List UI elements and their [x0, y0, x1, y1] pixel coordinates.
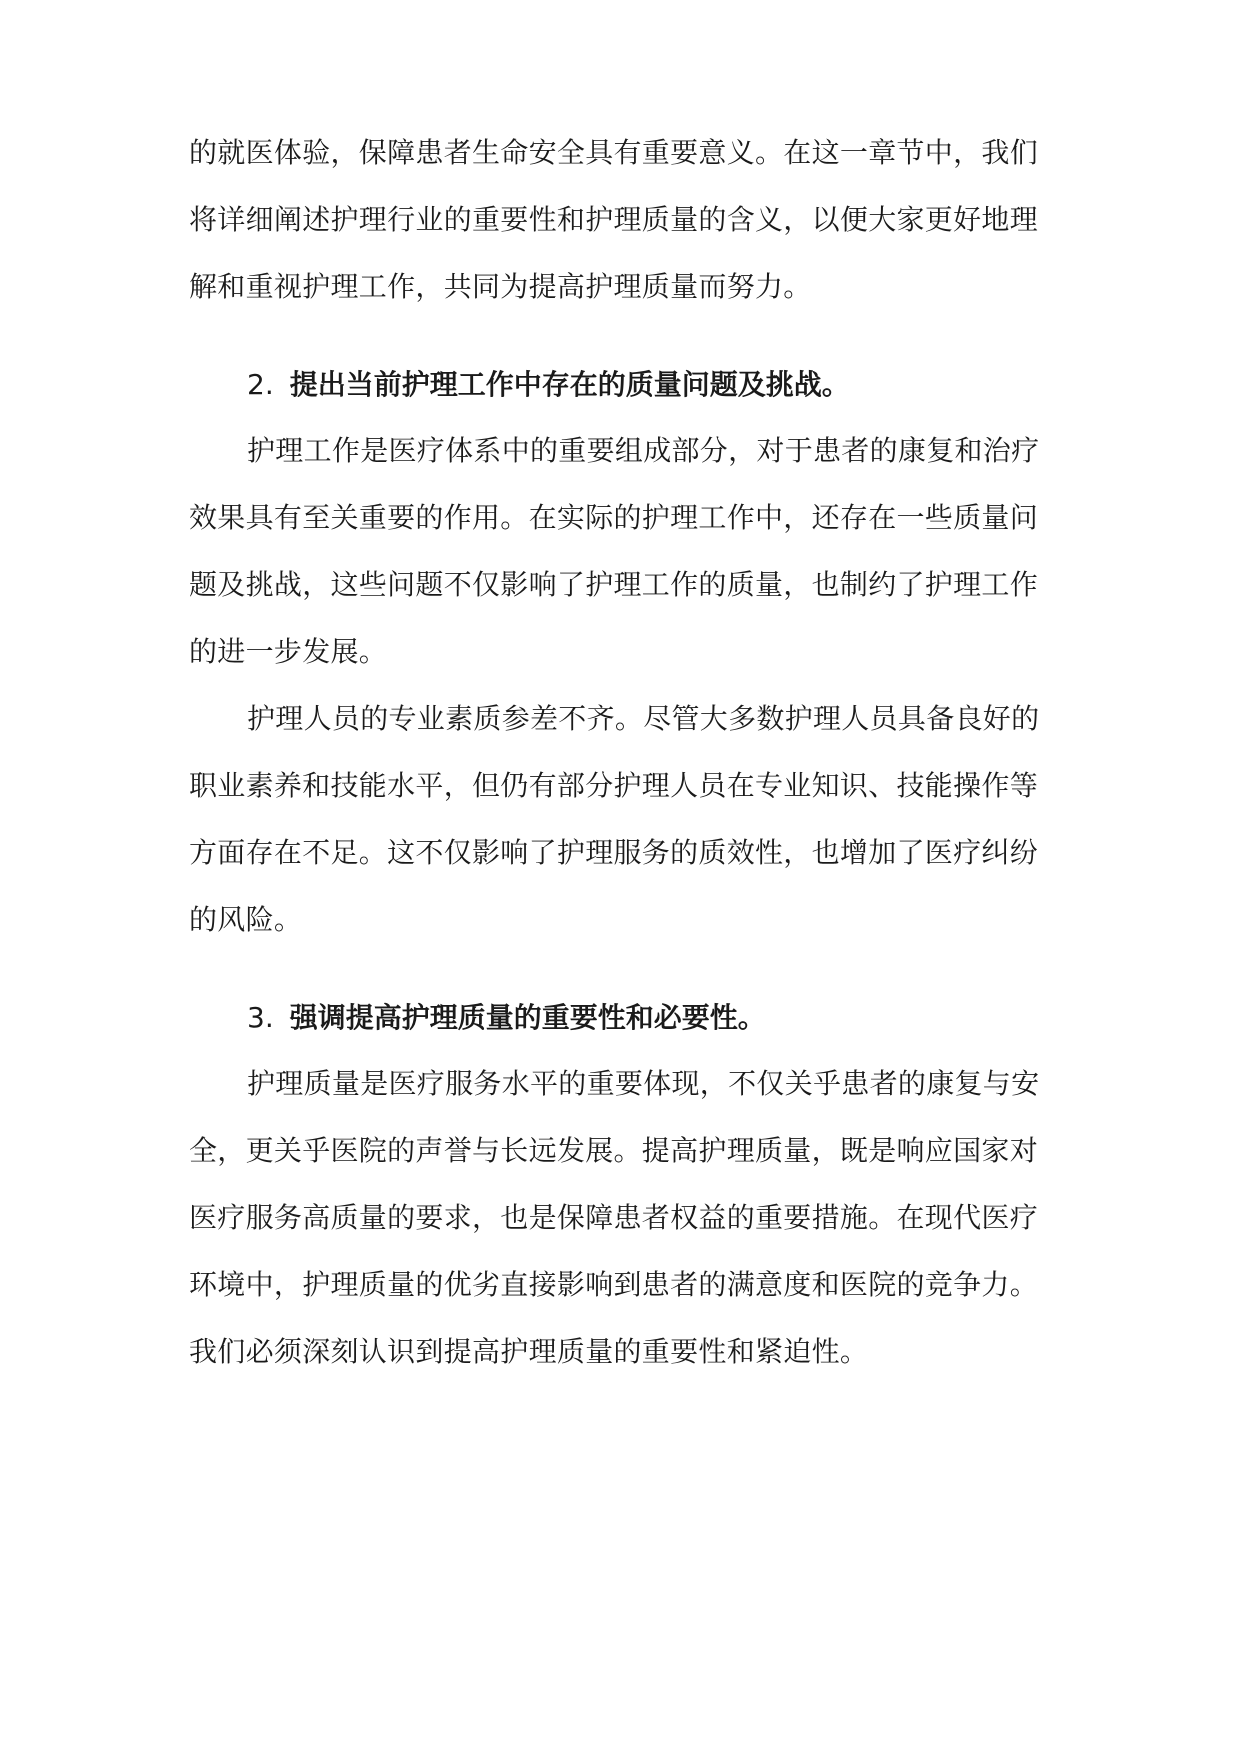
- paragraph-line: 职业素养和技能水平，但仍有部分护理人员在专业知识、技能操作等: [189, 769, 1039, 802]
- section-title: 强调提高护理质量的重要性和必要性。: [289, 1001, 766, 1034]
- paragraph-line: 护理人员的专业素质参差不齐。尽管大多数护理人员具备良好的: [247, 702, 1040, 735]
- paragraph-line: 环境中，护理质量的优劣直接影响到患者的满意度和医院的竞争力。: [189, 1268, 1039, 1301]
- paragraph-line: 将详细阐述护理行业的重要性和护理质量的含义，以便大家更好地理: [189, 203, 1039, 236]
- paragraph-line: 解和重视护理工作，共同为提高护理质量而努力。: [189, 270, 812, 303]
- paragraph-line: 全，更关乎医院的声誉与长远发展。提高护理质量，既是响应国家对: [189, 1134, 1039, 1167]
- paragraph-line: 护理质量是医疗服务水平的重要体现，不仅关乎患者的康复与安: [247, 1067, 1040, 1100]
- section-heading-3: [247, 998, 766, 1038]
- paragraph-line: 的风险。: [189, 903, 303, 936]
- paragraph-line: 的就医体验，保障患者生命安全具有重要意义。在这一章节中，我们: [189, 136, 1039, 169]
- paragraph-line: 护理工作是医疗体系中的重要组成部分，对于患者的康复和治疗: [247, 434, 1040, 467]
- paragraph-line: 效果具有至关重要的作用。在实际的护理工作中，还存在一些质量问: [189, 501, 1039, 534]
- paragraph-line: 题及挑战，这些问题不仅影响了护理工作的质量，也制约了护理工作: [189, 568, 1039, 601]
- paragraph-line: 医疗服务高质量的要求，也是保障患者权益的重要措施。在现代医疗: [189, 1201, 1039, 1234]
- section-heading-2: [247, 365, 850, 405]
- paragraph-line: 我们必须深刻认识到提高护理质量的重要性和紧迫性。: [189, 1335, 869, 1368]
- paragraph-line: 方面存在不足。这不仅影响了护理服务的质效性，也增加了医疗纠纷: [189, 836, 1039, 869]
- paragraph-line: 的进一步发展。: [189, 635, 388, 668]
- section-title: 提出当前护理工作中存在的质量问题及挑战。: [289, 368, 850, 401]
- section-number: 3.: [247, 1001, 274, 1034]
- section-number: 2.: [247, 368, 274, 401]
